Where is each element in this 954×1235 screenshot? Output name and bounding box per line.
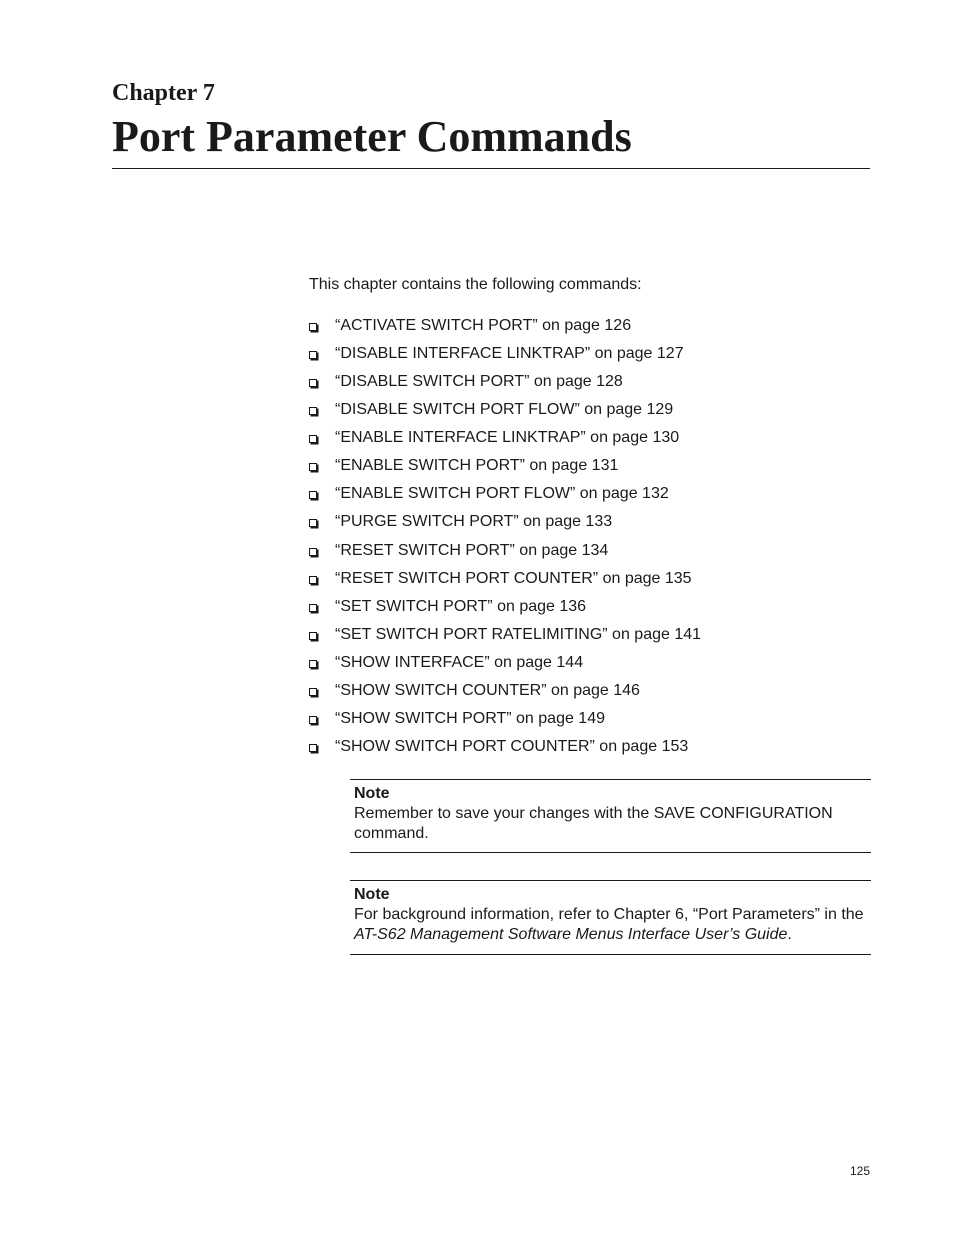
list-item[interactable] [309, 565, 701, 593]
list-item-text: “ENABLE SWITCH PORT FLOW” on page 132 [335, 485, 669, 503]
list-item[interactable] [309, 649, 701, 677]
list-item[interactable] [309, 340, 701, 368]
note-body: Remember to save your changes with the SAVE CONFIGURATION command. [354, 805, 833, 842]
checkbox-bullet-icon [309, 463, 317, 471]
checkbox-bullet-icon [309, 351, 317, 359]
list-item[interactable] [309, 621, 701, 649]
list-item[interactable] [309, 480, 701, 508]
checkbox-bullet-icon [309, 660, 317, 668]
list-item-text: “ENABLE SWITCH PORT” on page 131 [335, 457, 619, 475]
note-body [354, 905, 867, 945]
list-item[interactable] [309, 705, 701, 733]
list-item[interactable] [309, 508, 701, 536]
checkbox-bullet-icon [309, 407, 317, 415]
note-heading: Note [354, 886, 390, 903]
list-item-text: “SET SWITCH PORT” on page 136 [335, 597, 587, 615]
checkbox-bullet-icon [309, 576, 317, 584]
list-item[interactable] [309, 312, 701, 340]
list-item-text: “DISABLE INTERFACE LINKTRAP” on page 127 [335, 345, 684, 363]
list-item[interactable] [309, 424, 701, 452]
list-item-text: “DISABLE SWITCH PORT” on page 128 [335, 373, 623, 391]
list-item[interactable] [309, 537, 701, 565]
list-item-text: “PURGE SWITCH PORT” on page 133 [335, 513, 613, 531]
checkbox-bullet-icon [309, 632, 317, 640]
list-item-text: “SHOW SWITCH PORT COUNTER” on page 153 [335, 737, 689, 755]
list-item-text: “RESET SWITCH PORT COUNTER” on page 135 [335, 569, 692, 587]
page-number: 125 [849, 1164, 870, 1178]
list-item-text: “RESET SWITCH PORT” on page 134 [335, 541, 609, 559]
list-item[interactable] [309, 368, 701, 396]
list-item[interactable] [309, 452, 701, 480]
checkbox-bullet-icon [309, 435, 317, 443]
intro-text: This chapter contains the following commands: [309, 276, 642, 293]
list-item-text: “SET SWITCH PORT RATELIMITING” on page 141 [335, 625, 702, 643]
note-box-background [350, 880, 871, 955]
note-body-suffix: . [787, 926, 792, 943]
checkbox-bullet-icon [309, 716, 317, 724]
note-heading: Note [354, 785, 390, 802]
checkbox-bullet-icon [309, 323, 317, 331]
list-item[interactable] [309, 733, 701, 761]
list-item-text: “DISABLE SWITCH PORT FLOW” on page 129 [335, 401, 674, 419]
note-body-prefix: For background information, refer to Chapter 6, “Port Parameters” in the [354, 906, 864, 923]
checkbox-bullet-icon [309, 688, 317, 696]
list-item[interactable] [309, 677, 701, 705]
list-item-text: “SHOW SWITCH PORT” on page 149 [335, 709, 605, 727]
checkbox-bullet-icon [309, 379, 317, 387]
list-item-text: “ENABLE INTERFACE LINKTRAP” on page 130 [335, 429, 680, 447]
checkbox-bullet-icon [309, 491, 317, 499]
checkbox-bullet-icon [309, 519, 317, 527]
checkbox-bullet-icon [309, 744, 317, 752]
list-item-text: “ACTIVATE SWITCH PORT” on page 126 [335, 317, 632, 335]
list-item[interactable] [309, 593, 701, 621]
list-item[interactable] [309, 396, 701, 424]
list-item-text: “SHOW SWITCH COUNTER” on page 146 [335, 681, 640, 699]
chapter-label: Chapter 7 [112, 80, 215, 106]
checkbox-bullet-icon [309, 604, 317, 612]
command-list [309, 312, 701, 761]
page-title: Port Parameter Commands [112, 112, 632, 161]
title-divider [112, 168, 870, 169]
list-item-text: “SHOW INTERFACE” on page 144 [335, 653, 584, 671]
note-box-save [350, 779, 871, 853]
guide-title: AT-S62 Management Software Menus Interface User’s Guide [354, 926, 788, 943]
checkbox-bullet-icon [309, 548, 317, 556]
